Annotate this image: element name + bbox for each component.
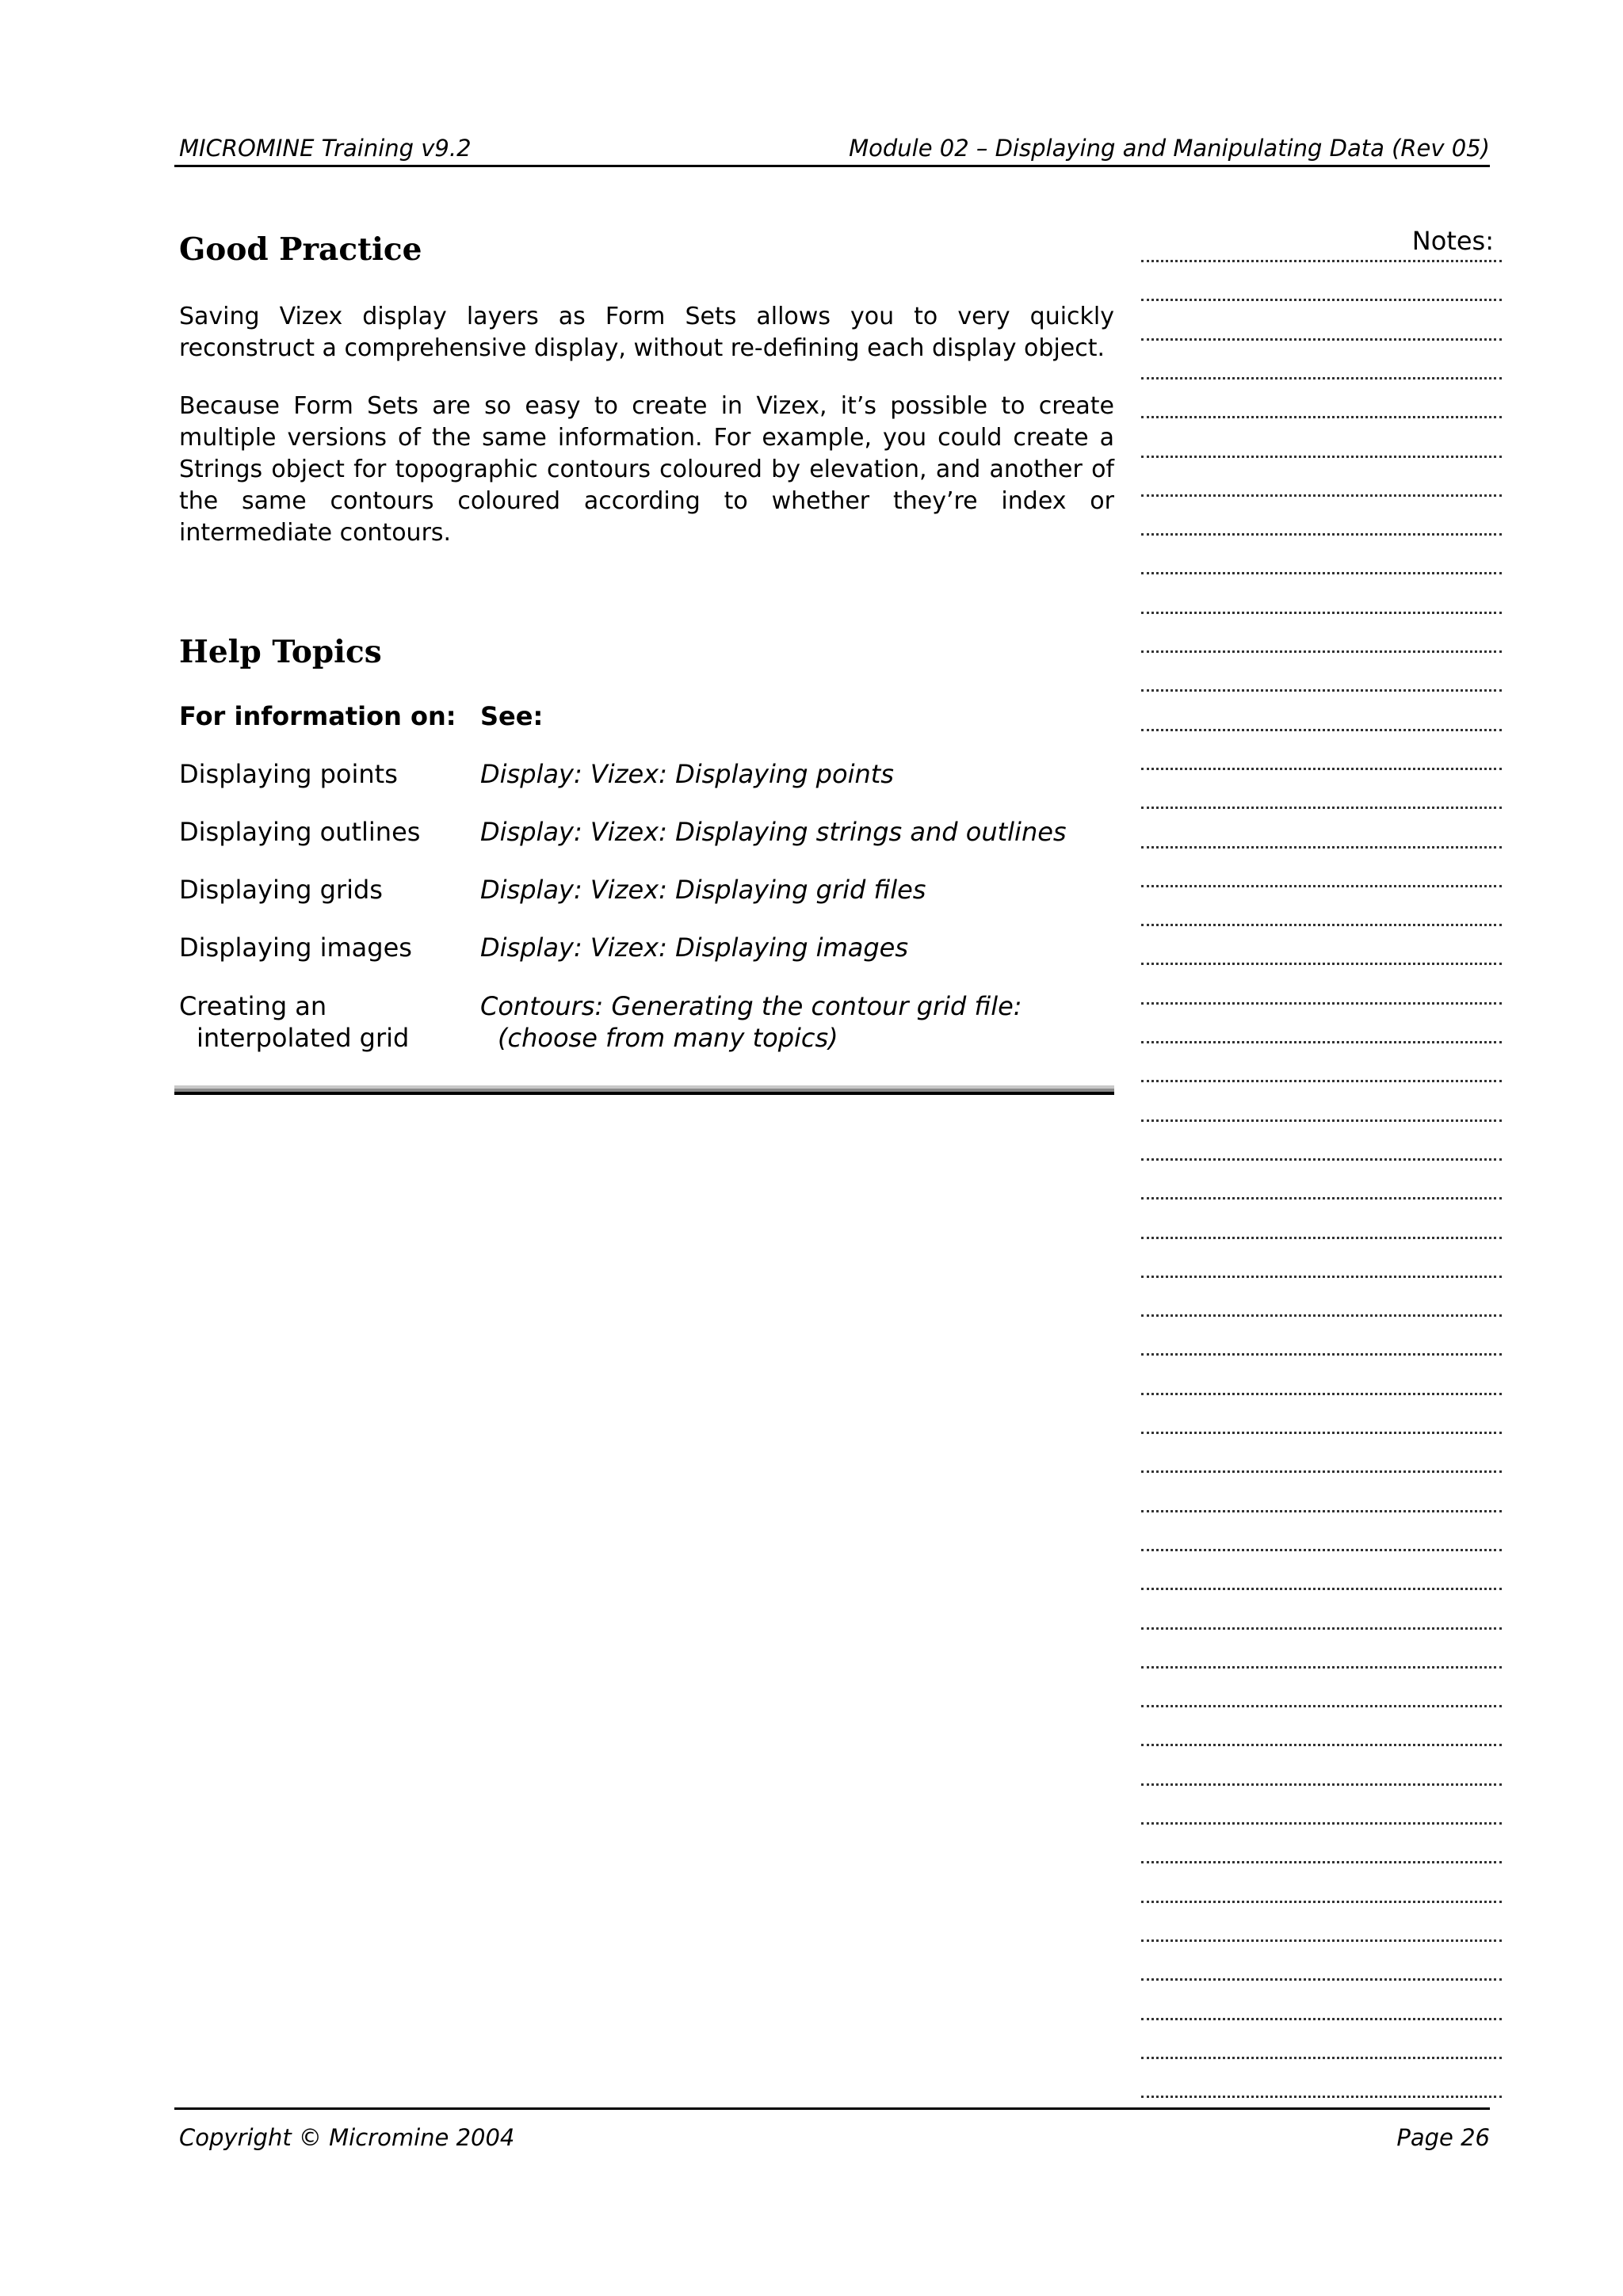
section-end-rule bbox=[174, 1085, 1114, 1095]
notes-line bbox=[1141, 494, 1502, 497]
notes-line bbox=[1141, 768, 1502, 770]
header-title: MICROMINE Training v9.2 bbox=[179, 135, 472, 162]
notes-line bbox=[1141, 650, 1502, 653]
notes-line bbox=[1141, 2018, 1502, 2020]
notes-line bbox=[1141, 1237, 1502, 1239]
see-line-2: (choose from many topics) bbox=[498, 1023, 838, 1053]
see-cell bbox=[480, 990, 1114, 1054]
notes-line bbox=[1141, 2057, 1502, 2059]
notes-line bbox=[1141, 729, 1502, 731]
notes-line bbox=[1141, 1353, 1502, 1356]
notes-line bbox=[1141, 885, 1502, 887]
notes-line bbox=[1141, 924, 1502, 926]
notes-line bbox=[1141, 963, 1502, 965]
notes-line bbox=[1141, 1002, 1502, 1005]
notes-line bbox=[1141, 299, 1502, 301]
notes-line bbox=[1141, 1744, 1502, 1746]
notes-line bbox=[1141, 807, 1502, 809]
topic-cell: Displaying images bbox=[179, 933, 412, 963]
topic-cell: Displaying grids bbox=[179, 875, 383, 905]
see-cell: Display: Vizex: Displaying images bbox=[480, 933, 909, 963]
notes-line bbox=[1141, 260, 1502, 262]
notes-line bbox=[1141, 1978, 1502, 1981]
see-cell: Display: Vizex: Displaying grid files bbox=[480, 875, 926, 905]
column-header-topic: For information on: bbox=[179, 701, 456, 731]
notes-line bbox=[1141, 1822, 1502, 1825]
notes-line bbox=[1141, 1470, 1502, 1473]
footer-page-number: Page 26 bbox=[1396, 2124, 1490, 2151]
help-topics-heading: Help Topics bbox=[179, 634, 382, 670]
notes-line bbox=[1141, 377, 1502, 379]
notes-line bbox=[1141, 1549, 1502, 1551]
notes-line bbox=[1141, 1158, 1502, 1161]
notes-line bbox=[1141, 612, 1502, 614]
footer-copyright: Copyright © Micromine 2004 bbox=[179, 2124, 515, 2151]
see-cell: Display: Vizex: Displaying points bbox=[480, 759, 894, 789]
topic-cell: Displaying outlines bbox=[179, 817, 421, 847]
notes-line bbox=[1141, 533, 1502, 536]
notes-line bbox=[1141, 1939, 1502, 1942]
good-practice-paragraph-1: Saving Vizex display layers as Form Sets allows you to very quickly reconstruct a comprehensive display, without re-defining each display object. bbox=[179, 303, 1114, 362]
page-header bbox=[174, 130, 1490, 167]
topic-cell bbox=[179, 990, 472, 1054]
notes-line bbox=[1141, 1314, 1502, 1317]
header-module: Module 02 – Displaying and Manipulating Data (Rev 05) bbox=[849, 135, 1490, 162]
notes-label: Notes: bbox=[1411, 226, 1494, 256]
notes-line bbox=[1141, 416, 1502, 418]
see-line-1: Contours: Generating the contour grid file: bbox=[480, 991, 1022, 1021]
notes-line bbox=[1141, 2096, 1502, 2098]
notes-line bbox=[1141, 1197, 1502, 1199]
notes-line bbox=[1141, 572, 1502, 574]
notes-line bbox=[1141, 1705, 1502, 1707]
notes-line bbox=[1141, 846, 1502, 849]
topic-line-2: interpolated grid bbox=[197, 1023, 410, 1053]
notes-line bbox=[1141, 1276, 1502, 1278]
notes-line bbox=[1141, 456, 1502, 458]
topic-cell: Displaying points bbox=[179, 759, 398, 789]
column-header-see: See: bbox=[480, 701, 544, 731]
notes-line bbox=[1141, 1666, 1502, 1669]
notes-line bbox=[1141, 1627, 1502, 1630]
topic-line-1: Creating an bbox=[179, 991, 327, 1021]
notes-line bbox=[1141, 1432, 1502, 1434]
notes-line bbox=[1141, 1588, 1502, 1590]
good-practice-heading: Good Practice bbox=[179, 231, 422, 268]
notes-line bbox=[1141, 689, 1502, 692]
notes-line bbox=[1141, 1861, 1502, 1863]
notes-line bbox=[1141, 1041, 1502, 1043]
notes-line bbox=[1141, 1393, 1502, 1395]
notes-line bbox=[1141, 1510, 1502, 1512]
notes-line bbox=[1141, 1901, 1502, 1903]
page-footer bbox=[174, 2107, 1490, 2149]
see-cell: Display: Vizex: Displaying strings and outlines bbox=[480, 817, 1067, 847]
notes-line bbox=[1141, 338, 1502, 341]
good-practice-paragraph-2: Because Form Sets are so easy to create in Vizex, it’s possible to create multiple versions of the same information. For example, you could create a Strings object for topographic contours coloured by elevation, and another of the same contours coloured according to whether they’re index or intermediate contours. bbox=[179, 392, 1114, 547]
notes-line bbox=[1141, 1783, 1502, 1786]
notes-line bbox=[1141, 1080, 1502, 1082]
notes-line bbox=[1141, 1119, 1502, 1122]
